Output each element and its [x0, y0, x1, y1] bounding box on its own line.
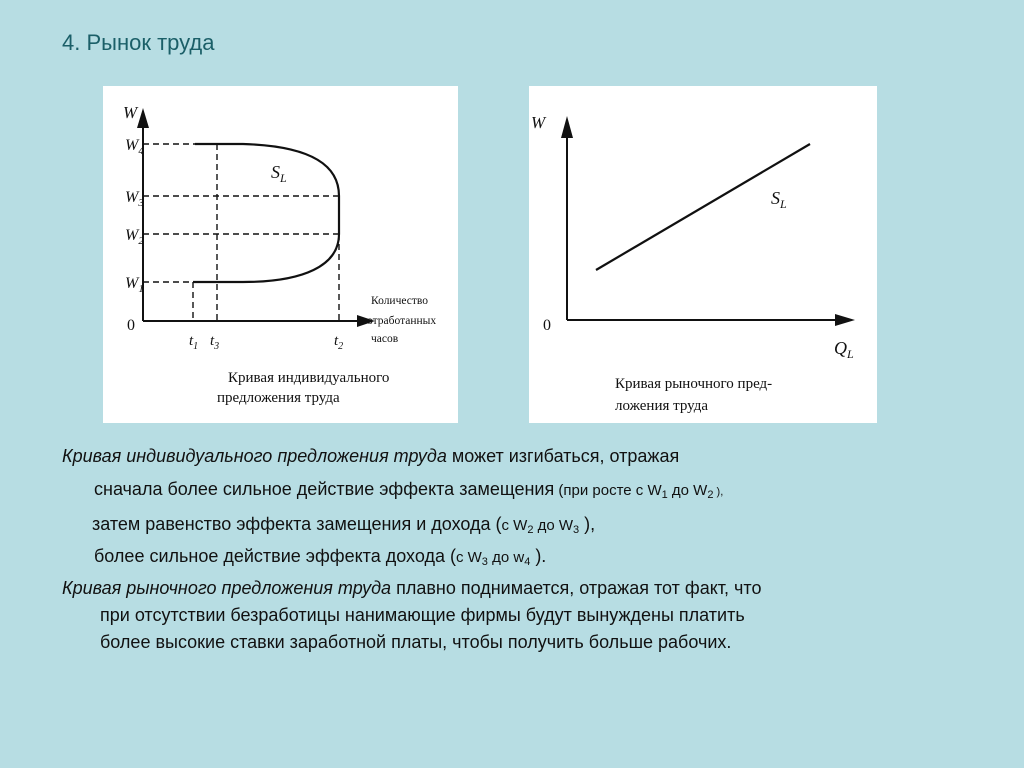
equal-effects-line: затем равенство эффекта замещения и дохода (с $W_2$ до $W_3$ ), [92, 514, 596, 536]
x-axis-label-line-3: часов [371, 333, 399, 345]
substitution-main: сначала более сильное действие эффекта замещения [94, 479, 555, 499]
y-axis-label: W [531, 113, 546, 132]
paragraph-2-line-1 [62, 579, 761, 597]
x-axis-label-line-1: Количество [371, 295, 428, 307]
curve-label: $S_L$ [771, 188, 787, 211]
income-effect-main: более сильное действие эффекта дохода ( [94, 546, 456, 566]
substitution-effect-line [94, 479, 724, 501]
substitution-range: (при росте с $W_1$ до $W_2$ ), [554, 482, 724, 501]
caption-line-2: ложения труда [615, 398, 709, 414]
origin-label: 0 [543, 317, 551, 334]
market-supply-diagram [529, 86, 877, 423]
w4-label: $W_4$ [125, 137, 144, 157]
w3-label: $W_3$ [125, 189, 144, 209]
t2-label: $t_2$ [334, 333, 344, 352]
individual-supply-term: Кривая индивидуального предложения труда [62, 446, 447, 466]
w2-label: $W_2$ [125, 227, 144, 247]
income-effect-line: более сильное действие эффекта дохода (с $W_3$ до $w_4$ ). [94, 546, 547, 568]
individual-supply-diagram [103, 86, 458, 423]
paragraph-2-rest: плавно поднимается, отражая тот факт, что [391, 578, 762, 598]
paragraph-1-rest: может изгибаться, отражая [446, 446, 680, 466]
individual-supply-curve [193, 144, 339, 282]
y-axis-label: W [123, 103, 138, 122]
t1-label: $t_1$ [189, 333, 199, 352]
t3-label: $t_3$ [210, 333, 220, 352]
equal-effects-main: затем равенство эффекта замещения и дохода ( [92, 514, 502, 534]
curve-label: $S_L$ [271, 162, 287, 185]
x-axis-arrow [835, 314, 855, 326]
origin-label: 0 [127, 317, 135, 334]
y-axis-arrow [137, 108, 149, 128]
market-supply-svg [529, 86, 877, 423]
paragraph-2-line-2: при отсутствии безработицы нанимающие фирмы будут вынуждены платить [100, 605, 745, 625]
slide-title: 4. Рынок труда [62, 30, 215, 55]
caption-line-1: Кривая рыночного пред- [615, 376, 773, 392]
paragraph-1-line-1 [62, 447, 679, 465]
caption-line-1: Кривая индивидуального [228, 370, 390, 386]
paragraph-2-line-3: более высокие ставки заработной платы, чтобы получить больше рабочих. [100, 632, 732, 652]
market-supply-term: Кривая рыночного предложения труда [62, 578, 392, 598]
y-axis-arrow [561, 116, 573, 138]
individual-supply-svg [103, 86, 458, 423]
x-axis-label: $Q_L$ [834, 338, 854, 361]
x-axis-label-line-2: отработанных [367, 315, 437, 327]
caption-line-2: предложения труда [217, 390, 340, 406]
w1-label: $W_1$ [125, 275, 144, 295]
